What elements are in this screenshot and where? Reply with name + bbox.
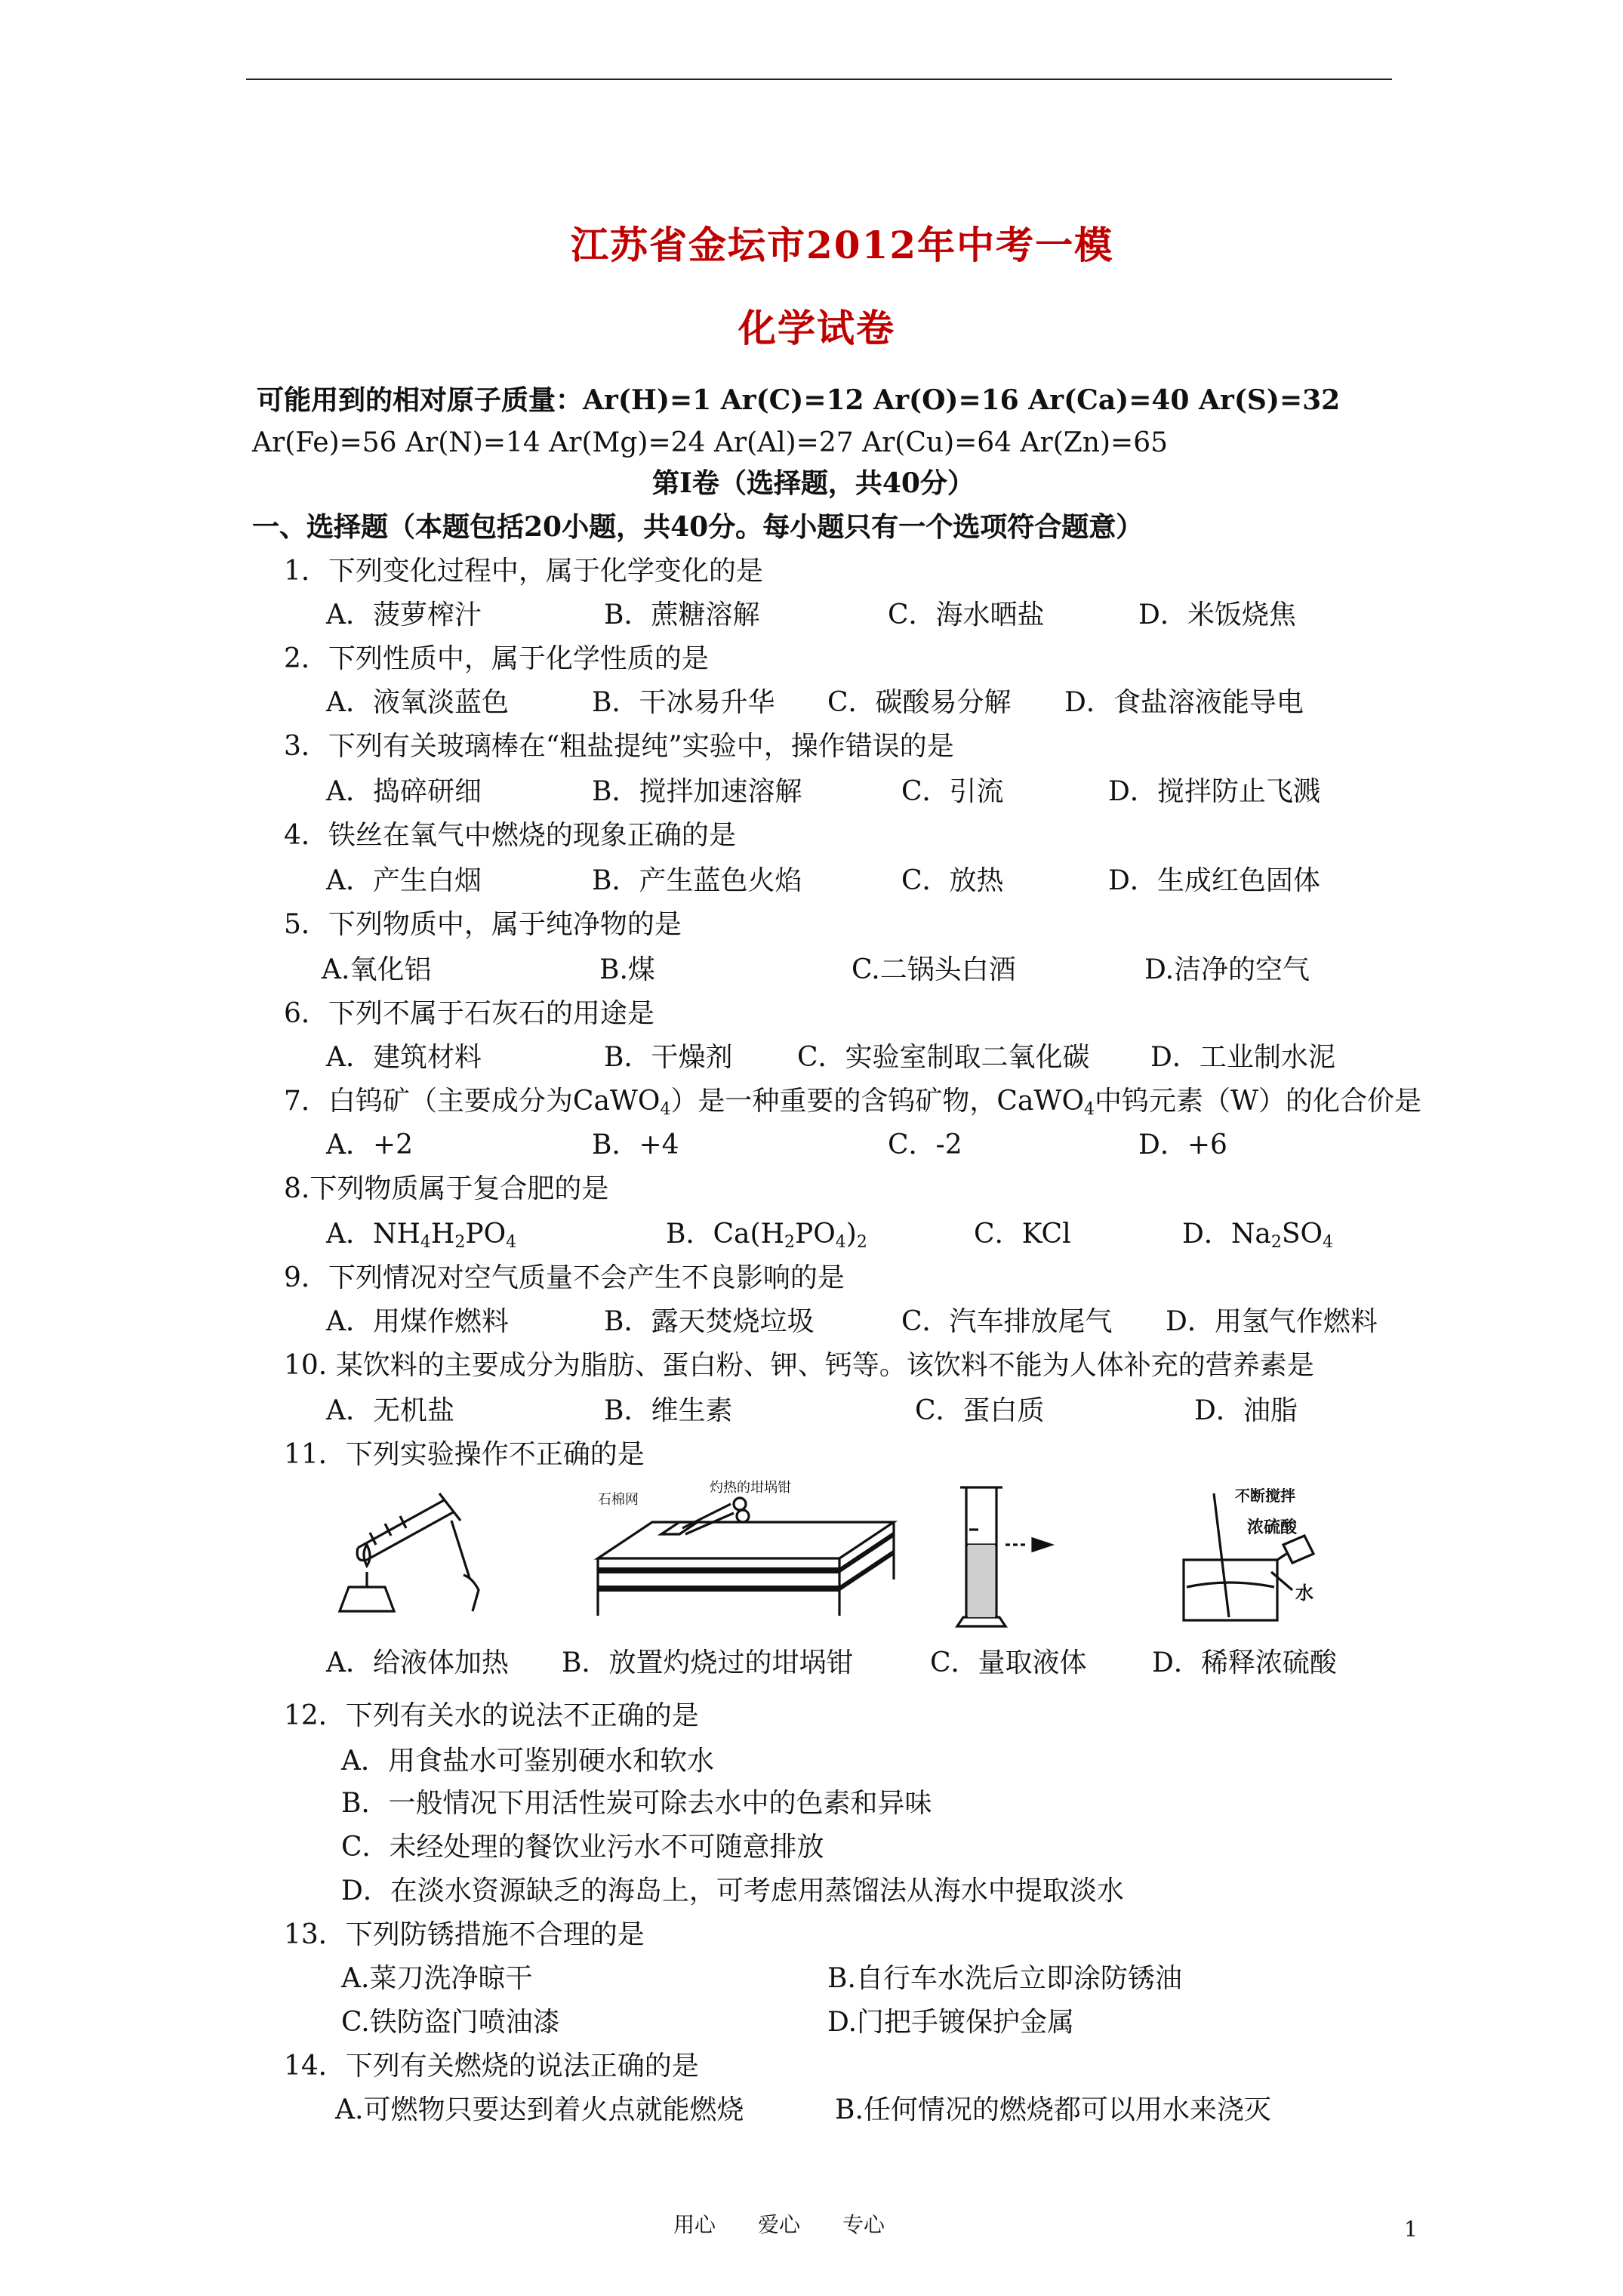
question-14-stem: 14．下列有关燃烧的说法正确的是 <box>284 2051 699 2082</box>
question-9-option-d: D．用氢气作燃料 <box>1166 1306 1378 1338</box>
question-4-option-b: B．产生蓝色火焰 <box>592 865 802 897</box>
question-14-option-a: A.可燃物只要达到着火点就能燃烧 <box>335 2094 744 2126</box>
question-7-option-d: D．+6 <box>1138 1130 1227 1161</box>
question-4-option-a: A．产生白烟 <box>326 865 482 897</box>
question-5-option-c: C.二锅头白酒 <box>852 954 1016 986</box>
question-3-option-b: B．搅拌加速溶解 <box>592 776 802 808</box>
question-12-option-a: A．用食盐水可鉴别硬水和软水 <box>341 1746 714 1777</box>
question-11-option-a: A．给液体加热 <box>326 1647 509 1679</box>
question-1-option-a: A．菠萝榨汁 <box>326 599 482 631</box>
question-12-stem: 12．下列有关水的说法不正确的是 <box>284 1700 699 1732</box>
question-13-option-c: C.铁防盗门喷油漆 <box>341 2007 560 2039</box>
header-rule <box>246 79 1392 80</box>
question-11-option-c: C．量取液体 <box>930 1647 1087 1679</box>
question-3-option-c: C．引流 <box>901 776 1004 808</box>
question-13-option-a: A.菜刀洗净晾干 <box>341 1963 533 1995</box>
question-11-option-d: D．稀释浓硫酸 <box>1152 1647 1337 1679</box>
figure-label-stir: 不断搅拌 <box>1235 1487 1295 1505</box>
question-11-option-b: B．放置灼烧过的坩埚钳 <box>562 1647 854 1679</box>
question-4-stem: 4．铁丝在氧气中燃烧的现象正确的是 <box>284 820 736 852</box>
question-9-option-b: B．露天焚烧垃圾 <box>604 1306 815 1338</box>
question-3-stem: 3．下列有关玻璃棒在“粗盐提纯”实验中，操作错误的是 <box>284 731 954 763</box>
figure-label-tongs: 灼热的坩埚钳 <box>710 1480 791 1496</box>
figure-dilute-acid <box>1178 1487 1359 1631</box>
question-7-stem: 7．白钨矿（主要成分为CaWO$_4$）是一种重要的含钨矿物，CaWO$_4$中钨元素（W）的化合价是 <box>284 1086 1421 1119</box>
figure-crucible-tongs <box>592 1480 901 1623</box>
question-6-stem: 6．下列不属于石灰石的用途是 <box>284 998 654 1030</box>
question-8-option-c: C．KCl <box>974 1219 1071 1250</box>
question-6-option-d: D．工业制水泥 <box>1150 1042 1335 1074</box>
page-number: 1 <box>1404 2218 1418 2242</box>
question-7-option-a: A．+2 <box>326 1130 414 1161</box>
question-2-option-b: B．干冰易升华 <box>592 687 775 719</box>
question-7-option-b: B．+4 <box>592 1130 679 1161</box>
question-2-option-c: C．碳酸易分解 <box>827 687 1012 719</box>
exam-title: 江苏省金坛市2012年中考一模 <box>571 223 1114 267</box>
atomic-mass-line-1: 可能用到的相对原子质量：Ar(H)=1 Ar(C)=12 Ar(O)=16 Ar(Ca)=40 Ar(S)=32 <box>257 385 1341 417</box>
question-2-option-d: D．食盐溶液能导电 <box>1064 687 1304 719</box>
question-9-option-c: C．汽车排放尾气 <box>901 1306 1113 1338</box>
question-3-option-a: A．捣碎研细 <box>326 776 482 808</box>
question-12-option-d: D．在淡水资源缺乏的海岛上，可考虑用蒸馏法从海水中提取淡水 <box>341 1875 1124 1907</box>
question-6-option-b: B．干燥剂 <box>604 1042 733 1074</box>
question-12-option-b: B．一般情况下用活性炭可除去水中的色素和异味 <box>341 1788 932 1820</box>
question-13-option-b: B.自行车水洗后立即涂防锈油 <box>827 1963 1182 1995</box>
question-1-option-c: C．海水晒盐 <box>888 599 1045 631</box>
question-1-stem: 1．下列变化过程中，属于化学变化的是 <box>284 556 763 587</box>
question-9-stem: 9．下列情况对空气质量不会产生不良影响的是 <box>284 1262 845 1294</box>
figure-label-water: 水 <box>1295 1583 1313 1604</box>
question-9-option-a: A．用煤作燃料 <box>326 1306 509 1338</box>
question-5-option-d: D.洁净的空气 <box>1144 954 1310 986</box>
question-10-option-b: B．维生素 <box>604 1395 733 1427</box>
question-13-option-d: D.门把手镀保护金属 <box>827 2007 1075 2039</box>
question-6-option-c: C．实验室制取二氧化碳 <box>797 1042 1090 1074</box>
question-8-option-d: D．$Na_2SO_4$ <box>1182 1219 1334 1252</box>
question-2-stem: 2．下列性质中，属于化学性质的是 <box>284 643 709 675</box>
figure-heating-liquid <box>325 1487 491 1623</box>
question-14-option-b: B.任何情况的燃烧都可以用水来浇灭 <box>835 2094 1271 2126</box>
question-10-option-c: C．蛋白质 <box>915 1395 1045 1427</box>
question-8-stem: 8.下列物质属于复合肥的是 <box>284 1173 609 1205</box>
question-7-option-c: C．-2 <box>888 1130 962 1161</box>
question-11-stem: 11．下列实验操作不正确的是 <box>284 1439 645 1471</box>
question-5-option-b: B.煤 <box>599 954 655 986</box>
figure-label-acid: 浓硫酸 <box>1247 1518 1298 1537</box>
part-heading: 第Ⅰ卷（选择题，共40分） <box>652 468 975 500</box>
question-8-option-b: B．$Ca(H_2PO_4)_2$ <box>666 1219 867 1252</box>
question-2-option-a: A．液氧淡蓝色 <box>326 687 509 719</box>
question-10-stem: 10. 某饮料的主要成分为脂肪、蛋白粉、钾、钙等。该饮料不能为人体补充的营养素是 <box>284 1350 1314 1382</box>
footer-motto: 用心 爱心 专心 <box>673 2214 885 2238</box>
question-4-option-c: C．放热 <box>901 865 1004 897</box>
atomic-mass-line-2: Ar(Fe)=56 Ar(N)=14 Ar(Mg)=24 Ar(Al)=27 Ar(Cu)=64 Ar(Zn)=65 <box>252 427 1168 459</box>
question-13-stem: 13．下列防锈措施不合理的是 <box>284 1919 645 1951</box>
question-10-option-a: A．无机盐 <box>326 1395 454 1427</box>
question-1-option-b: B．蔗糖溶解 <box>604 599 760 631</box>
section-heading: 一、选择题（本题包括20小题，共40分。每小题只有一个选项符合题意） <box>252 512 1144 544</box>
question-1-option-d: D．米饭烧焦 <box>1138 599 1296 631</box>
question-10-option-d: D．油脂 <box>1194 1395 1298 1427</box>
figure-label-mesh: 石棉网 <box>598 1492 639 1508</box>
question-12-option-c: C．未经处理的餐饮业污水不可随意排放 <box>341 1832 824 1863</box>
exam-subtitle: 化学试卷 <box>738 307 896 350</box>
question-4-option-d: D．生成红色固体 <box>1108 865 1320 897</box>
question-5-option-a: A.氧化铝 <box>322 954 432 986</box>
figure-graduated-cylinder <box>954 1484 1090 1632</box>
question-3-option-d: D．搅拌防止飞溅 <box>1108 776 1320 808</box>
question-8-option-a: A．$NH_4H_2PO_4$ <box>326 1219 517 1252</box>
question-6-option-a: A．建筑材料 <box>326 1042 482 1074</box>
question-5-stem: 5．下列物质中，属于纯净物的是 <box>284 909 682 941</box>
